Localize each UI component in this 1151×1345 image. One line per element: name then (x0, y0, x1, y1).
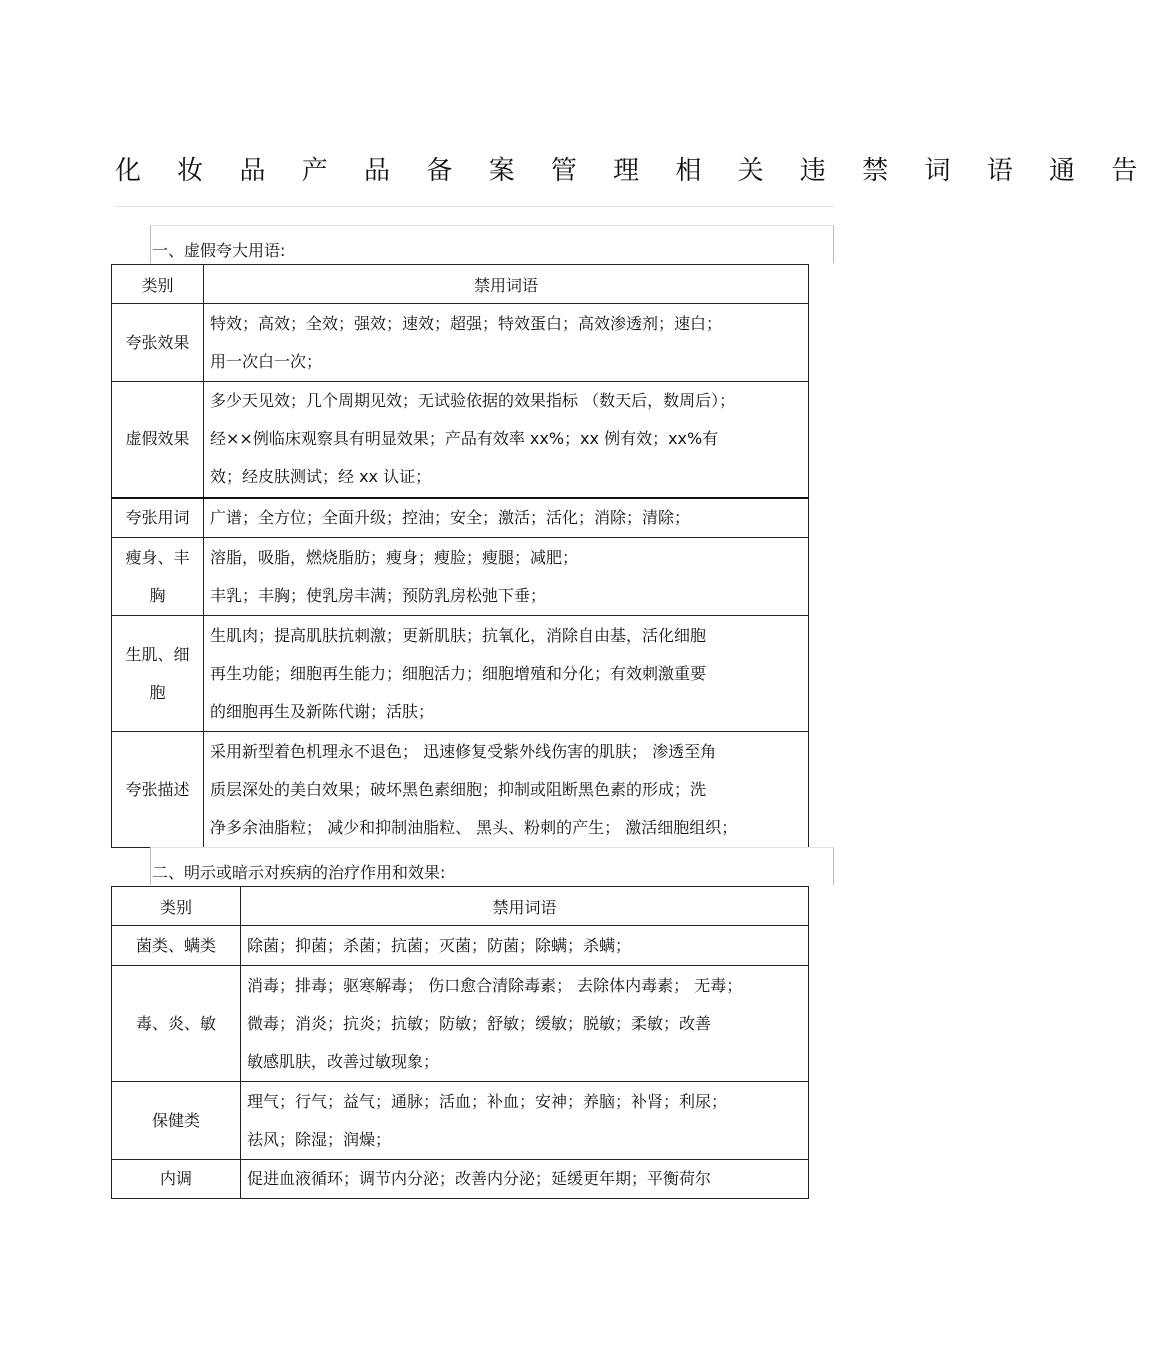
row-words (241, 1160, 809, 1199)
word-line: 消毒；排毒；驱寒解毒； 伤口愈合清除毒素； 去除体内毒素； 无毒； (247, 975, 743, 995)
table-header-row (112, 887, 809, 926)
header-category: 类别 (112, 887, 241, 926)
row-words (204, 304, 809, 382)
word-line: 丰乳；丰胸；使乳房丰满；预防乳房松弛下垂； (210, 585, 547, 605)
row-category: 毒、炎、敏 (112, 966, 241, 1082)
table-row (112, 498, 809, 538)
header-words: 禁用词语 (241, 887, 809, 926)
row-category: 夸张效果 (112, 304, 204, 382)
row-words (241, 966, 809, 1082)
row-words (241, 926, 809, 966)
word-line: 质层深处的美白效果；破坏黑色素细胞；抑制或阻断黑色素的形成；洗 (210, 779, 707, 799)
section-1-heading-text: 一、虚假夸大用语: (152, 241, 286, 260)
table-row (112, 382, 809, 498)
section-2-heading-text: 二、明示或暗示对疾病的治疗作用和效果: (152, 863, 446, 882)
row-category (112, 538, 204, 616)
row-category: 菌类、螨类 (112, 926, 241, 966)
row-words (204, 732, 809, 848)
table-row (112, 304, 809, 382)
category-line: 胞 (149, 682, 166, 702)
word-line: 生肌肉；提高肌肤抗刺激；更新肌肤；抗氧化，消除自由基，活化细胞 (210, 625, 707, 645)
row-category: 夸张描述 (112, 732, 204, 848)
word-line: 促进血液循环；调节内分泌；改善内分泌；延缓更年期；平衡荷尔 (247, 1169, 712, 1188)
word-line: 净多余油脂粒； 减少和抑制油脂粒、 黑头、粉刺的产生； 激活细胞组织； (210, 817, 738, 837)
section-1-heading (150, 225, 834, 263)
word-line: 广谱；全方位；全面升级；控油；安全；激活；活化；消除；清除； (210, 507, 691, 527)
row-category (112, 616, 204, 732)
row-words (204, 538, 809, 616)
title-divider (115, 206, 835, 207)
word-line: 的细胞再生及新陈代谢；活肤； (210, 701, 435, 721)
word-line: 多少天见效；几个周期见效；无试验依据的效果指标 （数天后，数周后）； (210, 391, 736, 411)
row-category: 内调 (112, 1160, 241, 1199)
row-category: 保健类 (112, 1082, 241, 1160)
word-line: 理气；行气；益气；通脉；活血；补血；安神；养脑；补肾；利尿； (247, 1091, 728, 1111)
table-row (112, 732, 809, 848)
header-words: 禁用词语 (204, 265, 809, 304)
row-category: 虚假效果 (112, 382, 204, 498)
table-header-row (112, 265, 809, 304)
section-1-table (111, 264, 809, 848)
row-words (204, 498, 809, 538)
table-row (112, 1160, 809, 1199)
word-line: 经××例临床观察具有明显效果；产品有效率 xx%；xx 例有效；xx%有 (210, 429, 719, 449)
word-line: 溶脂，吸脂，燃烧脂肪；瘦身；瘦脸；瘦腿；减肥； (210, 547, 579, 567)
category-line: 瘦身、丰 (125, 547, 190, 567)
word-line: 祛风；除湿；润燥； (247, 1129, 392, 1149)
word-line: 效；经皮肤测试；经 xx 认证； (210, 467, 432, 487)
row-words (204, 616, 809, 732)
header-category: 类别 (112, 265, 204, 304)
row-words (241, 1082, 809, 1160)
word-line: 用一次白一次； (210, 351, 323, 371)
section-2-heading (150, 847, 834, 885)
table-row (112, 538, 809, 616)
word-line: 微毒；消炎；抗炎；抗敏；防敏；舒敏；缓敏；脱敏；柔敏；改善 (247, 1013, 712, 1033)
category-line: 胸 (149, 585, 166, 605)
table-row (112, 926, 809, 966)
row-words (204, 382, 809, 498)
table-row (112, 966, 809, 1082)
row-category: 夸张用词 (112, 498, 204, 538)
word-line: 敏感肌肤，改善过敏现象； (247, 1051, 440, 1071)
word-line: 再生功能；细胞再生能力；细胞活力；细胞增殖和分化；有效刺激重要 (210, 663, 707, 683)
table-row (112, 616, 809, 732)
page-title: 化 妆 品 产 品 备 案 管 理 相 关 违 禁 词 语 通 告 (115, 156, 1151, 186)
section-2-table (111, 886, 809, 1199)
category-line: 生肌、细 (125, 644, 190, 664)
table-row (112, 1082, 809, 1160)
word-line: 除菌；抑菌；杀菌；抗菌；灭菌；防菌；除螨；杀螨； (247, 935, 632, 955)
word-line: 采用新型着色机理永不退色； 迅速修复受紫外线伤害的肌肤； 渗透至角 (210, 741, 717, 761)
word-line: 特效；高效；全效；强效；速效；超强；特效蛋白；高效渗透剂；速白； (210, 313, 723, 333)
